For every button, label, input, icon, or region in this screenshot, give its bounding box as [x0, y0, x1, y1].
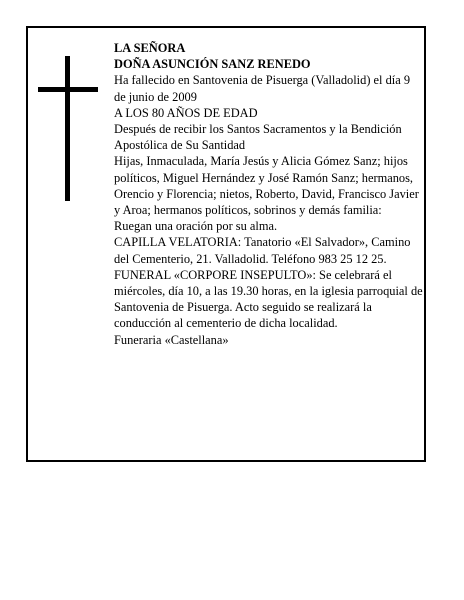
obituary-notice	[26, 26, 426, 462]
family-list: Hijas, Inmaculada, María Jesús y Alicia Gómez Sanz; hijos políticos, Miguel Hernández y José Ramón Sanz; hermanos, Orencio y Florencia; nietos, Roberto, David, Francisco Javier y Aroa; hermanos políticos, sobrinos y demás familia:	[114, 154, 419, 218]
chapel-info: CAPILLA VELATORIA: Tanatorio «El Salvador», Camino del Cementerio, 21. Valladolid. Teléfono 983 25 12 25.	[114, 235, 411, 266]
cross-vertical-bar	[65, 56, 70, 201]
death-info: Ha fallecido en Santovenia de Pisuerga (Valladolid) el día 9 de junio de 2009	[114, 73, 411, 104]
sacraments-note: Después de recibir los Santos Sacramentos y la Bendición Apostólica de Su Santidad	[114, 122, 402, 153]
prayer-request: Ruegan una oración por su alma.	[114, 219, 278, 234]
funeral-info: FUNERAL «CORPORE INSEPULTO»: Se celebrará el miércoles, día 10, a las 19.30 horas, en la iglesia parroquial de Santovenia de Pisuerga. Acto seguido se realizará la conducción al cementerio de dicha localidad.	[114, 267, 423, 331]
funeral-home: Funeraria «Castellana»	[114, 332, 229, 347]
notice-text	[114, 40, 424, 348]
latin-cross-icon	[38, 56, 98, 201]
deceased-title: LA SEÑORA	[114, 41, 186, 55]
deceased-name: DOÑA ASUNCIÓN SANZ RENEDO	[114, 57, 311, 72]
cross-horizontal-bar	[38, 87, 98, 92]
age-at-death: A LOS 80 AÑOS DE EDAD	[114, 105, 258, 120]
